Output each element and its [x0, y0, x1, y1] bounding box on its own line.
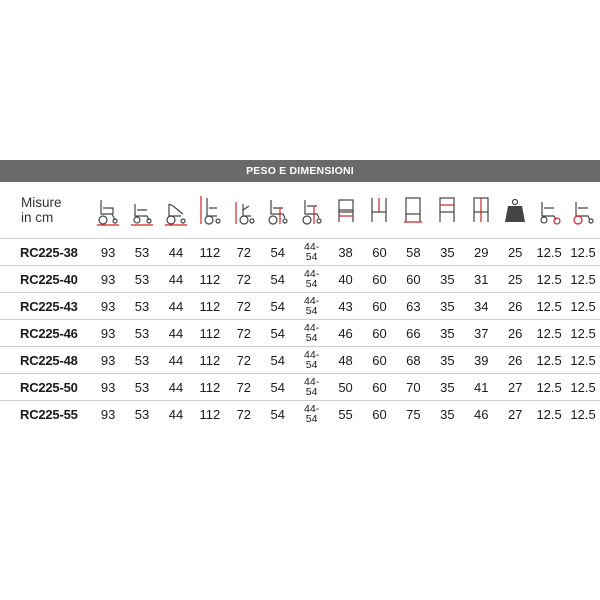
- value-cell: 93: [100, 352, 116, 368]
- value-cell: 72: [236, 406, 252, 422]
- value-cell: 43: [338, 298, 353, 314]
- col-armrest-height: [295, 182, 329, 239]
- value-cell: 63: [406, 298, 421, 314]
- rear-wheel-icon: [570, 194, 596, 226]
- value-cell: 60: [372, 271, 387, 287]
- model-code: RC225-38: [20, 244, 78, 260]
- value-cell: 12.5: [536, 325, 562, 341]
- value-cell: 44: [168, 352, 184, 368]
- table-row: [0, 266, 600, 293]
- wheelchair-width-icon: [95, 194, 121, 226]
- table-row: [0, 293, 600, 320]
- wheelchair-height-icon: [197, 194, 223, 226]
- value-cell: 35: [440, 406, 455, 422]
- table-row: [0, 401, 600, 428]
- model-code: RC225-48: [20, 352, 78, 368]
- value-cell: 72: [236, 379, 252, 395]
- value-cell: 93: [100, 379, 116, 395]
- col-backrest-height: [396, 182, 430, 239]
- value-cell: 12.5: [536, 406, 562, 422]
- value-cell: 93: [100, 406, 116, 422]
- value-cell: 27: [507, 379, 523, 395]
- value-cell: 35: [440, 244, 455, 260]
- footrest-length-icon: [468, 194, 494, 226]
- value-cell: 12.5: [570, 325, 596, 341]
- value-cell: 112: [199, 352, 221, 368]
- value-cell: 93: [100, 298, 116, 314]
- value-cell: 53: [134, 406, 150, 422]
- value-cell: 12.5: [536, 271, 562, 287]
- value-cell: 60: [406, 271, 421, 287]
- value-cell: 12.5: [570, 352, 596, 368]
- value-cell: 58: [406, 244, 421, 260]
- wheelchair-folded-height-icon: [231, 194, 257, 226]
- value-cell: 54: [270, 298, 285, 314]
- model-code: RC225-43: [20, 298, 78, 314]
- value-cell: 54: [270, 271, 285, 287]
- value-cell: 35: [440, 325, 455, 341]
- value-cell: 44: [168, 379, 184, 395]
- model-code: RC225-50: [20, 379, 78, 395]
- col-rear-wheel: [566, 182, 600, 239]
- seat-depth-icon: [434, 194, 460, 226]
- weight-kg-icon: [502, 194, 528, 226]
- measures-label-line1: Misure: [21, 195, 62, 210]
- value-cell: 34: [474, 298, 489, 314]
- value-cell: 26: [507, 325, 523, 341]
- value-cell: 112: [199, 325, 221, 341]
- value-cell: 60: [372, 352, 387, 368]
- value-cell: 112: [199, 406, 221, 422]
- table-title: PESO E DIMENSIONI: [0, 160, 600, 182]
- value-cell: 35: [440, 298, 455, 314]
- value-cell: 54: [270, 406, 285, 422]
- value-cell: 72: [236, 325, 252, 341]
- value-cell: 44- 54: [304, 268, 320, 290]
- col-seat-depth: [430, 182, 464, 239]
- value-cell: 46: [474, 406, 489, 422]
- value-cell: 25: [507, 244, 523, 260]
- measures-label: [0, 182, 91, 239]
- value-cell: 93: [100, 325, 116, 341]
- value-cell: 12.5: [570, 379, 596, 395]
- value-cell: 12.5: [536, 244, 562, 260]
- col-height: [193, 182, 227, 239]
- value-cell: 112: [199, 271, 221, 287]
- value-cell: 53: [134, 352, 150, 368]
- value-cell: 70: [406, 379, 421, 395]
- value-cell: 38: [338, 244, 353, 260]
- value-cell: 35: [440, 352, 455, 368]
- dimensions-table: [0, 182, 600, 428]
- value-cell: 39: [474, 352, 489, 368]
- col-seat-height: [261, 182, 295, 239]
- model-code: RC225-46: [20, 325, 78, 341]
- value-cell: 54: [270, 379, 285, 395]
- value-cell: 29: [474, 244, 489, 260]
- model-code: RC225-55: [20, 406, 78, 422]
- value-cell: 37: [474, 325, 489, 341]
- value-cell: 44- 54: [304, 322, 320, 344]
- value-cell: 12.5: [536, 352, 562, 368]
- value-cell: 46: [338, 325, 353, 341]
- value-cell: 68: [406, 352, 421, 368]
- model-code: RC225-40: [20, 271, 78, 287]
- value-cell: 44- 54: [304, 295, 320, 317]
- table-row: [0, 320, 600, 347]
- value-cell: 54: [270, 352, 285, 368]
- svg-text:Kg: Kg: [509, 211, 521, 220]
- value-cell: 48: [338, 352, 353, 368]
- value-cell: 66: [406, 325, 421, 341]
- value-cell: 60: [372, 379, 387, 395]
- value-cell: 44- 54: [304, 241, 320, 263]
- value-cell: 53: [134, 325, 150, 341]
- col-front-wheel: [532, 182, 566, 239]
- value-cell: 26: [507, 298, 523, 314]
- wheelchair-folded-length-icon: [163, 194, 189, 226]
- col-backrest-width: [363, 182, 397, 239]
- value-cell: 53: [134, 379, 150, 395]
- value-cell: 112: [199, 298, 221, 314]
- value-cell: 54: [270, 325, 285, 341]
- value-cell: 35: [440, 379, 455, 395]
- value-cell: 12.5: [570, 271, 596, 287]
- col-weight: [498, 182, 532, 239]
- backrest-width-icon: [366, 194, 392, 226]
- value-cell: 55: [338, 406, 353, 422]
- value-cell: 54: [270, 244, 285, 260]
- value-cell: 44: [168, 406, 184, 422]
- value-cell: 44: [168, 298, 184, 314]
- value-cell: 53: [134, 271, 150, 287]
- col-footrest-length: [464, 182, 498, 239]
- value-cell: 27: [507, 406, 523, 422]
- value-cell: 44- 54: [304, 349, 320, 371]
- table-row: [0, 374, 600, 401]
- value-cell: 26: [507, 352, 523, 368]
- value-cell: 75: [406, 406, 421, 422]
- value-cell: 44- 54: [304, 403, 320, 426]
- value-cell: 60: [372, 406, 387, 422]
- value-cell: 44: [168, 271, 184, 287]
- table-row: [0, 347, 600, 374]
- value-cell: 44: [168, 325, 184, 341]
- value-cell: 12.5: [536, 379, 562, 395]
- value-cell: 12.5: [570, 406, 596, 422]
- armrest-height-icon: [299, 194, 325, 226]
- value-cell: 72: [236, 244, 252, 260]
- wheelchair-length-icon: [129, 194, 155, 226]
- value-cell: 31: [474, 271, 489, 287]
- value-cell: 50: [338, 379, 353, 395]
- value-cell: 12.5: [536, 298, 562, 314]
- col-seat-width: [329, 182, 363, 239]
- wheelchair-seat-height-icon: [265, 194, 291, 226]
- value-cell: 12.5: [570, 244, 596, 260]
- value-cell: 53: [134, 298, 150, 314]
- value-cell: 60: [372, 325, 387, 341]
- value-cell: 93: [100, 244, 116, 260]
- table-row: [0, 239, 600, 266]
- table-body: [0, 239, 600, 428]
- value-cell: 93: [100, 271, 116, 287]
- col-folded-length: [159, 182, 193, 239]
- value-cell: 25: [507, 271, 523, 287]
- value-cell: 41: [474, 379, 489, 395]
- front-wheel-icon: [536, 194, 562, 226]
- value-cell: 72: [236, 271, 252, 287]
- value-cell: 60: [372, 244, 387, 260]
- value-cell: 72: [236, 352, 252, 368]
- value-cell: 60: [372, 298, 387, 314]
- measures-label-line2: in cm: [21, 210, 54, 225]
- value-cell: 72: [236, 298, 252, 314]
- value-cell: 35: [440, 271, 455, 287]
- value-cell: 44: [168, 244, 184, 260]
- icon-header-row: [0, 182, 600, 239]
- seat-width-icon: [333, 194, 359, 226]
- col-length: [125, 182, 159, 239]
- col-width: [91, 182, 125, 239]
- col-folded-height: [227, 182, 261, 239]
- value-cell: 40: [338, 271, 353, 287]
- value-cell: 112: [199, 244, 221, 260]
- value-cell: 112: [199, 379, 221, 395]
- value-cell: 53: [134, 244, 150, 260]
- value-cell: 44- 54: [304, 376, 320, 398]
- spec-sheet: [0, 160, 600, 440]
- value-cell: 12.5: [570, 298, 596, 314]
- backrest-height-icon: [400, 194, 426, 226]
